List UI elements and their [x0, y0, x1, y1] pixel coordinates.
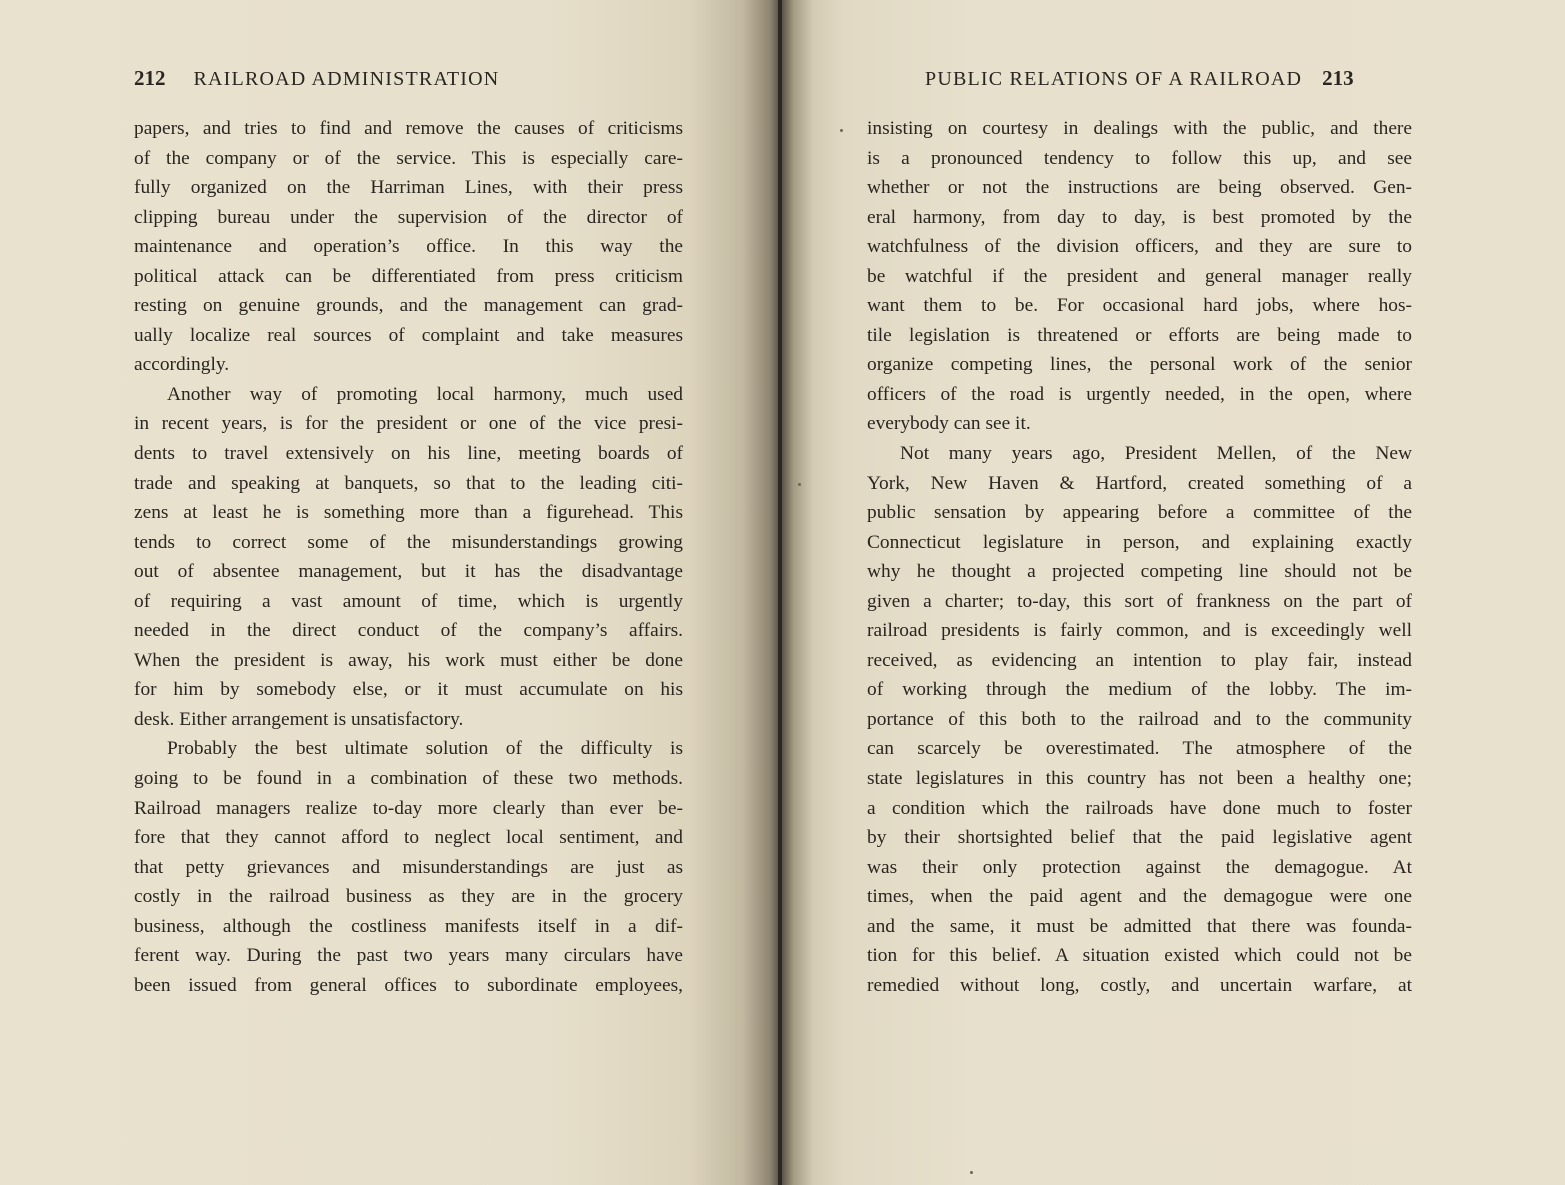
text-line: out of absentee management, but it has the disadvantage	[134, 561, 683, 583]
right-running-head	[925, 66, 1354, 91]
book-gutter	[778, 0, 782, 1185]
text-line: given a charter; to-day, this sort of frankness on the part of	[867, 590, 1412, 612]
left-body-text	[134, 114, 683, 1000]
text-line: Connecticut legislature in person, and explaining exactly	[867, 531, 1412, 553]
text-line: fully organized on the Harriman Lines, with their press	[134, 177, 683, 199]
text-line: Railroad managers realize to-day more clearly than ever be-	[134, 797, 683, 819]
text-line: for him by somebody else, or it must accumulate on his	[134, 679, 683, 701]
ink-speck	[798, 483, 801, 486]
text-line: tile legislation is threatened or efforts are being made to	[867, 324, 1412, 346]
text-line: organize competing lines, the personal work of the senior	[867, 354, 1412, 376]
text-line: accordingly.	[134, 354, 230, 376]
text-line: in recent years, is for the president or one of the vice presi-	[134, 413, 683, 435]
text-line: insisting on courtesy in dealings with the public, and there	[867, 118, 1412, 139]
right-page-number: 213	[1322, 66, 1354, 90]
right-page	[782, 0, 1565, 1185]
text-line: going to be found in a combination of these two methods.	[134, 768, 683, 790]
text-line: whether or not the instructions are being observed. Gen-	[867, 177, 1412, 199]
text-line: public sensation by appearing before a committee of the	[867, 502, 1412, 524]
text-line: needed in the direct conduct of the company’s affairs.	[134, 620, 683, 642]
text-line: tends to correct some of the misunderstandings growing	[134, 531, 683, 553]
text-line: portance of this both to the railroad and to the community	[867, 708, 1412, 730]
text-line: clipping bureau under the supervision of the director of	[134, 206, 683, 228]
text-line: papers, and tries to find and remove the causes of criticisms	[134, 118, 683, 139]
text-line: times, when the paid agent and the demagogue were one	[867, 886, 1412, 908]
left-running-head	[134, 66, 499, 91]
text-line: When the president is away, his work must either be done	[134, 649, 683, 671]
text-line: desk. Either arrangement is unsatisfactory.	[134, 708, 464, 730]
paragraph-start-line: Not many years ago, President Mellen, of the New	[900, 443, 1412, 465]
text-line: of the company or of the service. This is especially care-	[134, 147, 683, 169]
text-line: officers of the road is urgently needed, in the open, where	[867, 383, 1412, 405]
paragraph-start-line: Probably the best ultimate solution of the difficulty is	[167, 738, 683, 760]
text-line: fore that they cannot afford to neglect local sentiment, and	[134, 827, 683, 849]
left-page-number: 212	[134, 66, 166, 90]
right-running-title: PUBLIC RELATIONS OF A RAILROAD	[925, 68, 1303, 90]
text-line: business, although the costliness manifests itself in a dif-	[134, 915, 683, 937]
text-line: zens at least he is something more than a figurehead. This	[134, 502, 683, 524]
text-line: want them to be. For occasional hard jobs, where hos-	[867, 295, 1412, 317]
text-line: resting on genuine grounds, and the management can grad-	[134, 295, 683, 317]
text-line: remedied without long, costly, and uncertain warfare, at	[867, 974, 1412, 996]
text-line: be watchful if the president and general manager really	[867, 265, 1412, 287]
text-line: been issued from general offices to subordinate employees,	[134, 974, 683, 996]
right-body-text	[867, 114, 1412, 1000]
text-line: maintenance and operation’s office. In this way the	[134, 236, 683, 258]
text-line: is a pronounced tendency to follow this up, and see	[867, 147, 1412, 169]
text-line: and the same, it must be admitted that there was founda-	[867, 915, 1412, 937]
text-line: trade and speaking at banquets, so that to the leading citi-	[134, 472, 683, 494]
text-line: received, as evidencing an intention to play fair, instead	[867, 649, 1412, 671]
text-line: by their shortsighted belief that the paid legislative agent	[867, 827, 1412, 849]
text-line: everybody can see it.	[867, 413, 1031, 435]
text-line: a condition which the railroads have done much to foster	[867, 797, 1412, 819]
left-page	[0, 0, 782, 1185]
text-line: watchfulness of the division officers, and they are sure to	[867, 236, 1412, 258]
text-line: railroad presidents is fairly common, and is exceedingly well	[867, 620, 1412, 642]
text-line: that petty grievances and misunderstandings are just as	[134, 856, 683, 878]
text-line: costly in the railroad business as they are in the grocery	[134, 886, 683, 908]
text-line: can scarcely be overestimated. The atmosphere of the	[867, 738, 1412, 760]
text-line: of requiring a vast amount of time, which is urgently	[134, 590, 683, 612]
text-line: political attack can be differentiated from press criticism	[134, 265, 683, 287]
text-line: ually localize real sources of complaint and take measures	[134, 324, 683, 346]
ink-speck	[840, 129, 843, 132]
text-line: of working through the medium of the lobby. The im-	[867, 679, 1412, 701]
text-line: was their only protection against the demagogue. At	[867, 856, 1412, 878]
paragraph-start-line: Another way of promoting local harmony, much used	[167, 383, 683, 405]
text-line: why he thought a projected competing line should not be	[867, 561, 1412, 583]
ink-speck	[970, 1171, 973, 1174]
text-line: tion for this belief. A situation existed which could not be	[867, 945, 1412, 967]
text-line: state legislatures in this country has not been a healthy one;	[867, 768, 1412, 790]
text-line: eral harmony, from day to day, is best promoted by the	[867, 206, 1412, 228]
text-line: dents to travel extensively on his line, meeting boards of	[134, 443, 683, 465]
text-line: ferent way. During the past two years many circulars have	[134, 945, 683, 967]
left-running-title: RAILROAD ADMINISTRATION	[193, 68, 500, 90]
text-line: York, New Haven & Hartford, created something of a	[867, 472, 1412, 494]
